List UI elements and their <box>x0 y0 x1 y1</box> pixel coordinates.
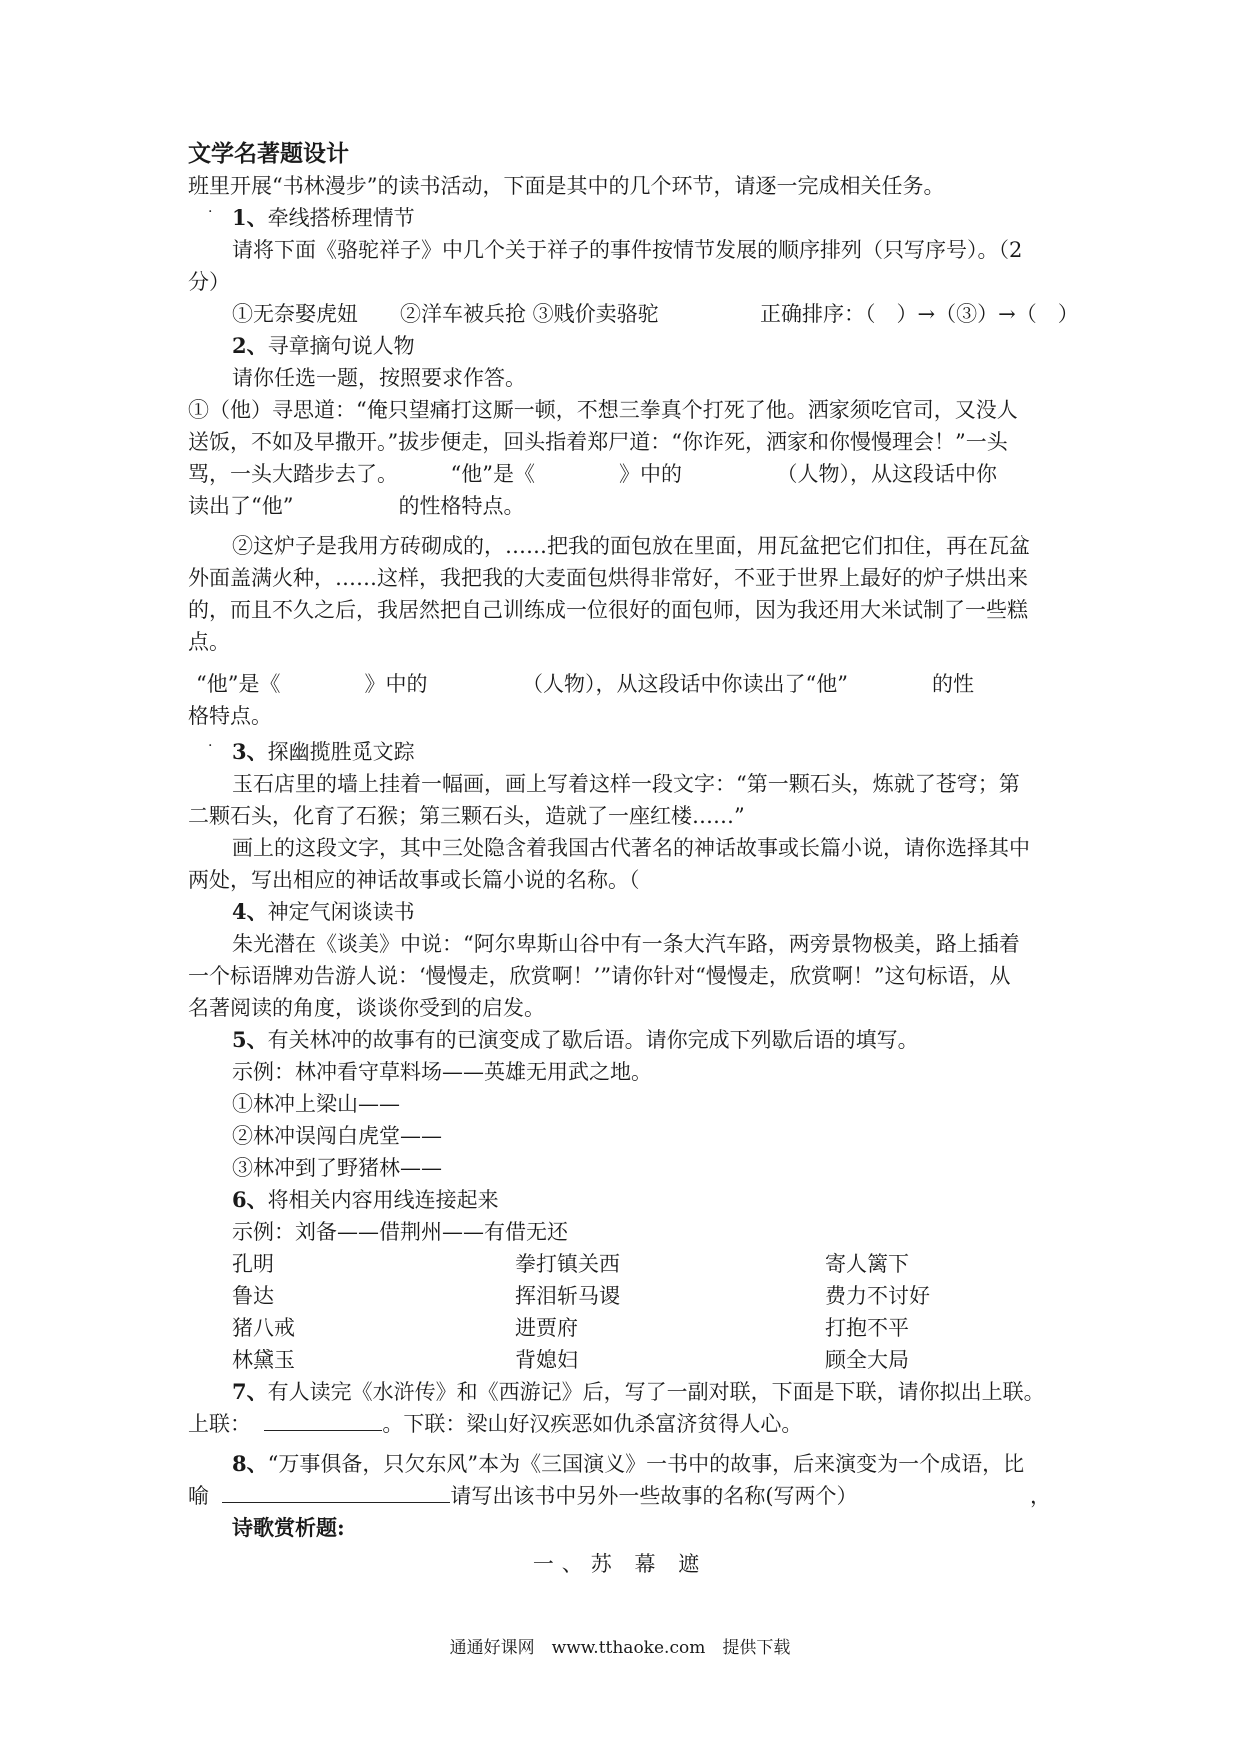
passage-2-line: 外面盖满火种，……这样，我把我的大麦面包烘得非常好，不亚于世界上最好的炉子烘出来 <box>188 566 1028 590</box>
section-5-title: 有关林冲的故事有的已演变成了歇后语。请你完成下列歇后语的填写。 <box>267 1028 919 1052</box>
passage-1-line: 送饭，不如及早撒开。”拔步便走，回头指着郑尸道：“你诈死，洒家和你慢慢理会！”一头 <box>188 430 1008 454</box>
section-8-number: 8、 <box>232 1451 268 1476</box>
section-5-item: ③林冲到了野猪林—— <box>232 1156 442 1180</box>
section-5-item: ①林冲上梁山—— <box>232 1092 400 1116</box>
section-5-number: 5、 <box>232 1027 268 1052</box>
upper-couplet-blank[interactable] <box>264 1408 382 1431</box>
section-7-line: 有人读完《水浒传》和《西游记》后，写了一副对联，下面是下联，请你拟出上联。 <box>267 1380 1045 1404</box>
section-3-question: 画上的这段文字，其中三处隐含着我国古代著名的神话故事或长篇小说，请你选择其中 <box>232 836 1030 860</box>
passage-2-question-cont: 格特点。 <box>188 704 272 728</box>
section-3-number: 3、 <box>232 739 268 764</box>
page-title: 文学名著题设计 <box>188 141 349 167</box>
match-right-item: 顾全大局 <box>825 1348 909 1372</box>
upper-couplet-label: 上联： <box>188 1412 251 1436</box>
idiom-meaning-blank[interactable] <box>222 1480 450 1503</box>
section-3-title: 探幽揽胜觅文踪 <box>267 740 415 764</box>
section-8-line: “万事俱备，只欠东风”本为《三国演义》一书中的故事，后来演变为一个成语，比 <box>267 1452 1025 1476</box>
match-left-item: 林黛玉 <box>232 1348 295 1372</box>
passage-2-line: 的，而且不久之后，我居然把自己训练成一位很好的面包师，因为我还用大米试制了一些糕 <box>188 598 1028 622</box>
section-6-heading <box>232 1184 1102 1216</box>
match-right-item: 寄人篱下 <box>825 1252 909 1276</box>
section-7-answer-row <box>188 1408 1058 1440</box>
section-1-instruction-cont: 分） <box>188 270 230 294</box>
bullet-dot: . <box>208 200 213 216</box>
match-left-item: 鲁达 <box>232 1284 274 1308</box>
match-middle-item: 进贾府 <box>515 1316 578 1340</box>
section-4-text: 一个标语牌劝告游人说：‘慢慢走，欣赏啊！’”请你针对“慢慢走，欣赏啊！”这句标语，从 <box>188 964 1011 988</box>
section-2-instruction: 请你任选一题，按照要求作答。 <box>232 366 526 390</box>
match-middle-item: 挥泪斩马谡 <box>515 1284 620 1308</box>
section-5-item: ②林冲误闯白虎堂—— <box>232 1124 442 1148</box>
section-1-number: 1、 <box>232 205 268 230</box>
poem-title: 一、苏 幕 遮 <box>532 1552 708 1576</box>
match-left-item: 猪八戒 <box>232 1316 295 1340</box>
section-5-example: 示例：林冲看守草料场——英雄无用武之地。 <box>232 1060 652 1084</box>
section-6-example: 示例：刘备——借荆州——有借无还 <box>232 1220 568 1244</box>
section-5-heading <box>232 1024 1102 1056</box>
section-2-number: 2、 <box>232 333 268 358</box>
section-1-instruction: 请将下面《骆驼祥子》中几个关于祥子的事件按情节发展的顺序排列（只写序号）。（2 <box>232 238 1023 262</box>
passage-1-line: 读出了“他” 的性格特点。 <box>188 494 525 518</box>
lower-couplet-text: 。下联：梁山好汉疾恶如仇杀富济贫得人心。 <box>382 1412 803 1436</box>
section-8-tail: 请写出该书中另外一些故事的名称(写两个） <box>450 1484 858 1508</box>
section-8-answer-row <box>188 1480 1058 1512</box>
section-7-number: 7、 <box>232 1379 268 1404</box>
section-4-text: 名著阅读的角度，谈谈你受到的启发。 <box>188 996 545 1020</box>
match-right-item: 打抱不平 <box>825 1316 909 1340</box>
section-7-text <box>232 1376 1102 1408</box>
section-1-title: 牵线搭桥理情节 <box>267 206 415 230</box>
section-4-number: 4、 <box>232 899 268 924</box>
section-4-text: 朱光潜在《谈美》中说：“阿尔卑斯山谷中有一条大汽车路，两旁景物极美，路上插着 <box>232 932 1020 956</box>
section-1-answer: 正确排序：（ ）→（③）→（ ） <box>760 302 1079 326</box>
section-3-text: 二颗石头，化育了石猴；第三颗石头，造就了一座红楼……” <box>188 804 745 828</box>
section-1-heading <box>232 202 1102 234</box>
section-3-text: 玉石店里的墙上挂着一幅画，画上写着这样一段文字：“第一颗石头，炼就了苍穹；第 <box>232 772 1020 796</box>
section-3-heading <box>232 736 1102 768</box>
page-footer: 通通好课网 www.tthaoke.com 提供下载 <box>449 1638 791 1658</box>
match-left-item: 孔明 <box>232 1252 274 1276</box>
poetry-heading: 诗歌赏析题: <box>232 1515 345 1540</box>
match-middle-item: 背媳妇 <box>515 1348 578 1372</box>
intro-text: 班里开展“书林漫步”的读书活动，下面是其中的几个环节，请逐一完成相关任务。 <box>188 174 945 198</box>
match-middle-item: 拳打镇关西 <box>515 1252 620 1276</box>
passage-2-line: ②这炉子是我用方砖砌成的，……把我的面包放在里面，用瓦盆把它们扣住，再在瓦盆 <box>232 534 1030 558</box>
section-1-events: ①无奈娶虎妞 ②洋车被兵抢 ③贱价卖骆驼 <box>232 302 659 326</box>
section-3-question: 两处，写出相应的神话故事或长篇小说的名称。（ <box>188 868 640 892</box>
section-2-title: 寻章摘句说人物 <box>267 334 415 358</box>
passage-2-line: 点。 <box>188 630 230 654</box>
section-4-title: 神定气闲谈读书 <box>267 900 415 924</box>
section-8-comma: ， <box>1030 1484 1051 1508</box>
section-2-heading <box>232 330 1102 362</box>
match-right-item: 费力不讨好 <box>825 1284 930 1308</box>
section-8-yu: 喻 <box>188 1484 209 1508</box>
passage-2-question: “他”是《 》中的 （人物），从这段话中你读出了“他” 的性 <box>196 672 974 696</box>
bullet-dot: . <box>208 734 213 750</box>
passage-1-line: 骂，一头大踏步去了。 “他”是《 》中的 （人物），从这段话中你 <box>188 462 997 486</box>
section-8-text <box>232 1448 1102 1480</box>
section-6-title: 将相关内容用线连接起来 <box>267 1188 499 1212</box>
passage-1-line: ①（他）寻思道：“俺只望痛打这厮一顿，不想三拳真个打死了他。洒家须吃官司，又没人 <box>188 398 1018 422</box>
section-6-number: 6、 <box>232 1187 268 1212</box>
section-4-heading <box>232 896 1102 928</box>
